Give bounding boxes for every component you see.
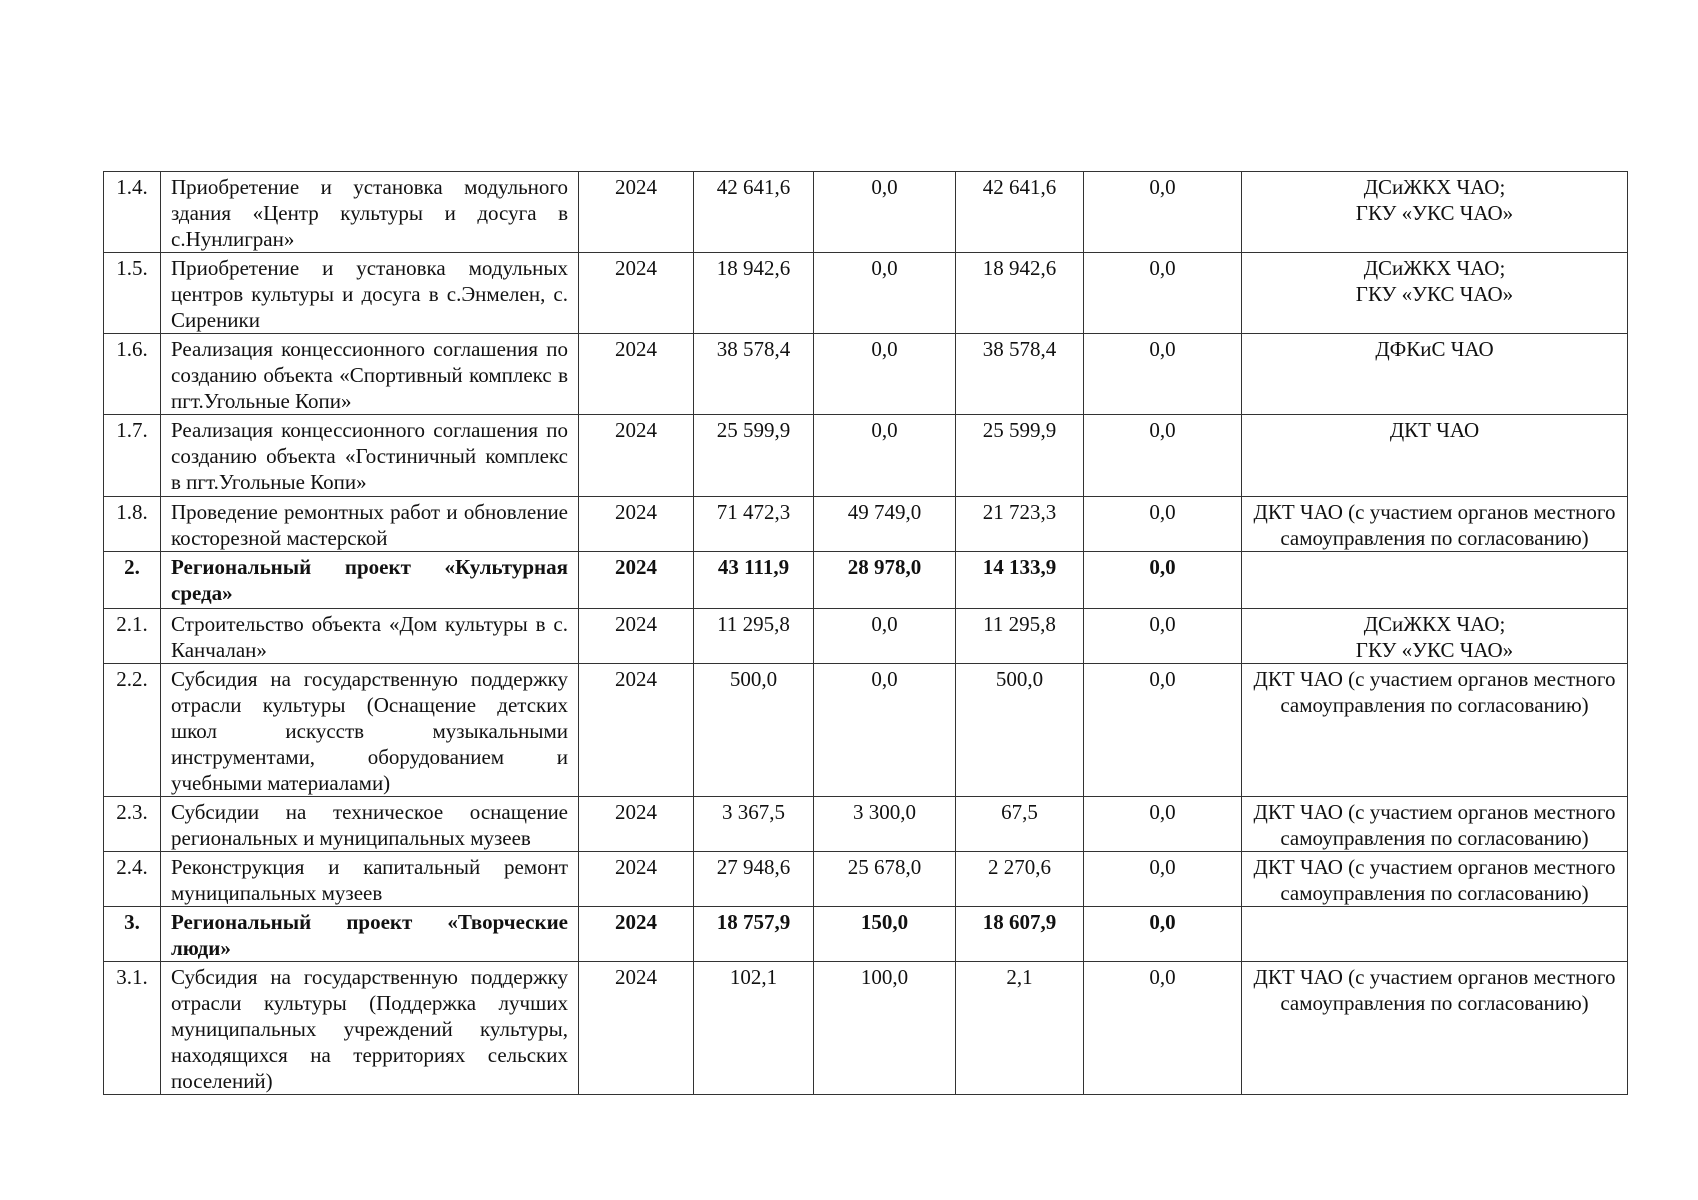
year-cell: 2024 — [579, 172, 694, 253]
table-row — [104, 962, 1628, 1095]
row-number: 2.2. — [104, 664, 161, 797]
regional-budget-amount: 18 942,6 — [956, 253, 1084, 334]
responsible-executor — [1242, 664, 1628, 797]
executor-line: ГКУ «УКС ЧАО» — [1355, 282, 1514, 306]
responsible-executor — [1242, 334, 1628, 415]
row-number: 2.4. — [104, 852, 161, 907]
executor-line: ГКУ «УКС ЧАО» — [1355, 638, 1514, 662]
local-budget-amount: 0,0 — [1084, 797, 1242, 852]
federal-budget-amount: 100,0 — [814, 962, 956, 1095]
responsible-executor — [1242, 609, 1628, 664]
total-amount: 25 599,9 — [694, 415, 814, 497]
total-amount: 3 367,5 — [694, 797, 814, 852]
federal-budget-amount: 0,0 — [814, 415, 956, 497]
year-cell: 2024 — [579, 334, 694, 415]
responsible-executor — [1242, 962, 1628, 1095]
executor-line: ДКТ ЧАО — [1389, 418, 1480, 442]
total-amount: 102,1 — [694, 962, 814, 1095]
table-row — [104, 664, 1628, 797]
regional-budget-amount: 21 723,3 — [956, 497, 1084, 552]
activity-name: Приобретение и установка модульного здания «Центр культуры и досуга в с.Нунлигран» — [161, 172, 579, 253]
year-cell: 2024 — [579, 962, 694, 1095]
responsible-executor — [1242, 497, 1628, 552]
regional-budget-amount: 11 295,8 — [956, 609, 1084, 664]
responsible-executor — [1242, 852, 1628, 907]
executor-line: ДКТ ЧАО (с участием органов местного — [1253, 965, 1616, 989]
table-row — [104, 172, 1628, 253]
program-activities-table — [103, 171, 1628, 1095]
responsible-executor — [1242, 797, 1628, 852]
federal-budget-amount: 25 678,0 — [814, 852, 956, 907]
regional-budget-amount: 2,1 — [956, 962, 1084, 1095]
regional-budget-amount: 38 578,4 — [956, 334, 1084, 415]
activity-name: Региональный проект «Творческие люди» — [161, 907, 579, 962]
executor-line: ДФКиС ЧАО — [1375, 337, 1494, 361]
executor-line: ГКУ «УКС ЧАО» — [1355, 201, 1514, 225]
total-amount: 500,0 — [694, 664, 814, 797]
executor-line: ДСиЖКХ ЧАО; — [1363, 612, 1506, 636]
row-number: 1.7. — [104, 415, 161, 497]
year-cell: 2024 — [579, 415, 694, 497]
federal-budget-amount: 0,0 — [814, 609, 956, 664]
table-body — [104, 172, 1628, 1095]
row-number: 3.1. — [104, 962, 161, 1095]
row-number: 2.3. — [104, 797, 161, 852]
total-amount: 27 948,6 — [694, 852, 814, 907]
regional-budget-amount: 25 599,9 — [956, 415, 1084, 497]
row-number: 1.8. — [104, 497, 161, 552]
regional-budget-amount: 500,0 — [956, 664, 1084, 797]
local-budget-amount: 0,0 — [1084, 172, 1242, 253]
row-number: 1.6. — [104, 334, 161, 415]
executor-line: самоуправления по согласованию) — [1280, 881, 1589, 905]
year-cell: 2024 — [579, 907, 694, 962]
regional-budget-amount: 67,5 — [956, 797, 1084, 852]
year-cell: 2024 — [579, 797, 694, 852]
local-budget-amount: 0,0 — [1084, 962, 1242, 1095]
federal-budget-amount: 0,0 — [814, 334, 956, 415]
row-number: 2. — [104, 552, 161, 609]
executor-line: самоуправления по согласованию) — [1280, 826, 1589, 850]
local-budget-amount: 0,0 — [1084, 907, 1242, 962]
year-cell: 2024 — [579, 852, 694, 907]
responsible-executor — [1242, 172, 1628, 253]
executor-line: самоуправления по согласованию) — [1280, 693, 1589, 717]
activity-name: Реконструкция и капитальный ремонт муниципальных музеев — [161, 852, 579, 907]
activity-name: Проведение ремонтных работ и обновление косторезной мастерской — [161, 497, 579, 552]
executor-line: ДКТ ЧАО (с участием органов местного — [1253, 667, 1616, 691]
executor-line: ДКТ ЧАО (с участием органов местного — [1253, 800, 1616, 824]
total-amount: 43 111,9 — [694, 552, 814, 609]
regional-budget-amount: 2 270,6 — [956, 852, 1084, 907]
executor-line: ДСиЖКХ ЧАО; — [1363, 256, 1506, 280]
row-number: 1.4. — [104, 172, 161, 253]
activity-name: Региональный проект «Культурная среда» — [161, 552, 579, 609]
table-row — [104, 609, 1628, 664]
executor-line: ДКТ ЧАО (с участием органов местного — [1253, 855, 1616, 879]
local-budget-amount: 0,0 — [1084, 497, 1242, 552]
regional-budget-amount: 42 641,6 — [956, 172, 1084, 253]
responsible-executor — [1242, 907, 1628, 962]
responsible-executor — [1242, 552, 1628, 609]
executor-line: ДСиЖКХ ЧАО; — [1363, 175, 1506, 199]
local-budget-amount: 0,0 — [1084, 664, 1242, 797]
executor-line: самоуправления по согласованию) — [1280, 991, 1589, 1015]
executor-line: ДКТ ЧАО (с участием органов местного — [1253, 500, 1616, 524]
table-row — [104, 497, 1628, 552]
total-amount: 11 295,8 — [694, 609, 814, 664]
federal-budget-amount: 150,0 — [814, 907, 956, 962]
local-budget-amount: 0,0 — [1084, 253, 1242, 334]
row-number: 1.5. — [104, 253, 161, 334]
activity-name: Строительство объекта «Дом культуры в с. Канчалан» — [161, 609, 579, 664]
local-budget-amount: 0,0 — [1084, 415, 1242, 497]
federal-budget-amount: 49 749,0 — [814, 497, 956, 552]
federal-budget-amount: 28 978,0 — [814, 552, 956, 609]
local-budget-amount: 0,0 — [1084, 552, 1242, 609]
table-row — [104, 334, 1628, 415]
activity-name: Приобретение и установка модульных центров культуры и досуга в с.Энмелен, с. Сиреники — [161, 253, 579, 334]
regional-budget-amount: 18 607,9 — [956, 907, 1084, 962]
responsible-executor — [1242, 253, 1628, 334]
year-cell: 2024 — [579, 552, 694, 609]
table-row — [104, 797, 1628, 852]
table-row — [104, 253, 1628, 334]
table-row — [104, 907, 1628, 962]
total-amount: 42 641,6 — [694, 172, 814, 253]
table-row — [104, 415, 1628, 497]
total-amount: 38 578,4 — [694, 334, 814, 415]
responsible-executor — [1242, 415, 1628, 497]
total-amount: 18 757,9 — [694, 907, 814, 962]
activity-name: Реализация концессионного соглашения по созданию объекта «Спортивный комплекс в пгт.Угольные Копи» — [161, 334, 579, 415]
local-budget-amount: 0,0 — [1084, 334, 1242, 415]
table-row — [104, 552, 1628, 609]
total-amount: 71 472,3 — [694, 497, 814, 552]
activity-name: Субсидия на государственную поддержку отрасли культуры (Поддержка лучших муниципальных учреждений культуры, находящихся на территориях сельских поселений) — [161, 962, 579, 1095]
total-amount: 18 942,6 — [694, 253, 814, 334]
table-row — [104, 852, 1628, 907]
local-budget-amount: 0,0 — [1084, 852, 1242, 907]
federal-budget-amount: 0,0 — [814, 172, 956, 253]
year-cell: 2024 — [579, 664, 694, 797]
year-cell: 2024 — [579, 253, 694, 334]
local-budget-amount: 0,0 — [1084, 609, 1242, 664]
activity-name: Субсидии на техническое оснащение региональных и муниципальных музеев — [161, 797, 579, 852]
year-cell: 2024 — [579, 609, 694, 664]
federal-budget-amount: 0,0 — [814, 253, 956, 334]
row-number: 2.1. — [104, 609, 161, 664]
federal-budget-amount: 3 300,0 — [814, 797, 956, 852]
activity-name: Субсидия на государственную поддержку отрасли культуры (Оснащение детских школ искусств музыкальными инструментами, оборудованием и учебными материалами) — [161, 664, 579, 797]
year-cell: 2024 — [579, 497, 694, 552]
regional-budget-amount: 14 133,9 — [956, 552, 1084, 609]
row-number: 3. — [104, 907, 161, 962]
executor-line: самоуправления по согласованию) — [1280, 526, 1589, 550]
federal-budget-amount: 0,0 — [814, 664, 956, 797]
activity-name: Реализация концессионного соглашения по созданию объекта «Гостиничный комплекс в пгт.Угольные Копи» — [161, 415, 579, 497]
